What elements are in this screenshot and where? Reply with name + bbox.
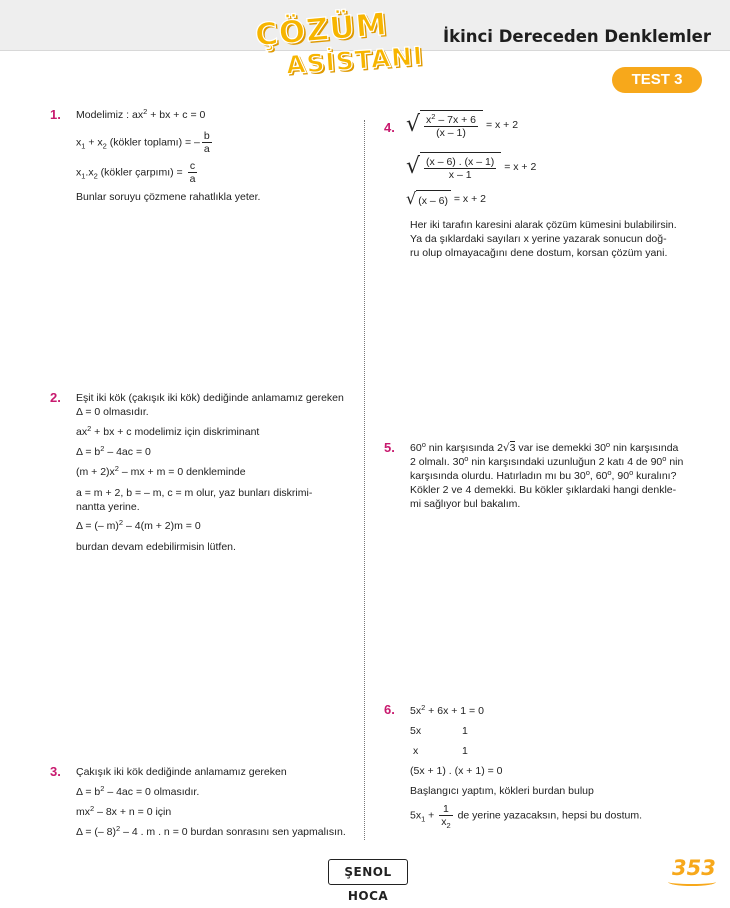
- question-5-number: 5.: [384, 440, 395, 455]
- q4-para-2: Ya da şıklardaki sayıları x yerine yazarak sonucun doğ-: [410, 233, 667, 245]
- q5-line-5: mi sağlıyor bul bakalım.: [410, 498, 521, 510]
- q6-factor-row-2-left: x: [413, 745, 419, 757]
- q2-para-1b: Δ = 0 olmasıdır.: [76, 406, 149, 418]
- brand-logo: ŞENOL HOCA: [328, 859, 408, 885]
- q3-line-4: Δ = (– 8)$^2$ – 4 . m . n = 0 burdan sonrasını sen yapmalısın.: [76, 824, 346, 838]
- q1-fraction-c-a: $\frac{c}{a}$: [189, 160, 196, 185]
- q2-line-2: $ax^2$ + bx + c modelimiz için diskriminant: [76, 424, 260, 438]
- q2-para-5b: nantta yerine.: [76, 501, 140, 513]
- q4-equation-3: √ (x – 6) = x + 2: [406, 189, 486, 208]
- q6-fraction: $\frac{1}{x_2}$: [441, 803, 451, 830]
- q1-line-3: $x_1.x_2$ (kökler çarpımı) = $\frac{c}{a}$: [76, 160, 196, 185]
- q5-line-4: Kökler 2 ve 4 demekki. Bu kökler şıklardaki hangi denkle-: [410, 484, 677, 496]
- q2-para-5a: a = m + 2, b = – m, c = m olur, yaz bunları diskrimi-: [76, 487, 313, 499]
- q5-line-3: karşısında olurdu. Hatırladın mı bu 30$^o$, 60$^o$, 90$^o$ kuralını?: [410, 468, 677, 482]
- page-title: İkinci Dereceden Denklemler: [443, 27, 712, 46]
- page-number-underline: [668, 878, 716, 886]
- q2-line-6: Δ = (– m)$^2$ – 4(m + 2)m = 0: [76, 518, 201, 532]
- q3-line-1: Çakışık iki kök dediğinde anlamamız gereken: [76, 766, 287, 778]
- q6-line-5: Başlangıcı yaptım, kökleri burdan bulup: [410, 785, 594, 797]
- q4-equation-1: √ $\frac{x^2 - 7x + 6}{(x - 1)}$ = x + 2: [406, 112, 519, 139]
- q4-para-1: Her iki tarafın karesini alarak çözüm kümesini bulabilirsin.: [410, 219, 677, 231]
- q1-fraction-b-a: $\frac{b}{a}$: [203, 130, 210, 155]
- page-number: 353: [672, 856, 716, 880]
- question-4-number: 4.: [384, 120, 395, 135]
- q4-equation-2: √ $\frac{(x - 6) . (x - 1)}{x - 1}$ = x + 2: [406, 154, 537, 181]
- question-3-number: 3.: [50, 764, 61, 779]
- q1-line-2: $x_1 + x_2$ (kökler toplamı) = – $\frac{b}{a}$: [76, 130, 210, 155]
- q6-line-4: (5x + 1) . (x + 1) = 0: [410, 765, 503, 777]
- logo-line-2: ASİSTANI: [285, 41, 425, 80]
- q3-line-3: $mx^2 - 8x + n = 0$ için: [76, 804, 172, 818]
- logo-line-1: ÇÖZÜM: [253, 6, 389, 54]
- question-6-number: 6.: [384, 702, 395, 717]
- q6-factor-row-1-right: 1: [462, 725, 468, 737]
- q2-line-3: $\Delta = b^2 - 4ac = 0$: [76, 444, 151, 458]
- q2-line-7: burdan devam edebilirmisin lütfen.: [76, 541, 236, 553]
- q6-factor-row-1-left: 5x: [410, 725, 422, 737]
- column-divider: [364, 120, 365, 840]
- q4-para-3: ru olup olmayacağını dene dostum, korsan çözüm yani.: [410, 247, 668, 259]
- q5-line-2: 2 olmalı. 30$^o$ nin karşısındaki uzunluğun 2 katı 4 de 90$^o$ nin: [410, 454, 684, 468]
- test-badge: TEST 3: [612, 67, 702, 93]
- q1-line-1: Modelimiz : $ax^2$ + bx + c = 0: [76, 107, 206, 121]
- q6-factor-row-2-right: 1: [462, 745, 468, 757]
- q2-line-4: $(m + 2)x^2$ – mx + m = 0 denkleminde: [76, 464, 246, 478]
- q3-line-2: $\Delta = b^2 - 4ac = 0$ olmasıdır.: [76, 784, 200, 798]
- q1-line-4: Bunlar soruyu çözmene rahatlıkla yeter.: [76, 191, 261, 203]
- q2-para-1a: Eşit iki kök (çakışık iki kök) dediğinde anlamamız gereken: [76, 392, 344, 404]
- q5-line-1: 60$^o$ nin karşısında 2√3 var ise demekki 30$^o$ nin karşısında: [410, 440, 679, 454]
- question-1-number: 1.: [50, 107, 61, 122]
- q6-line-1: $5x^2 + 6x + 1 = 0$: [410, 703, 484, 717]
- question-2-number: 2.: [50, 390, 61, 405]
- q6-line-6: $5x_1$ + $\frac{1}{x_2}$ de yerine yazacaksın, hepsi bu dostum.: [410, 803, 643, 830]
